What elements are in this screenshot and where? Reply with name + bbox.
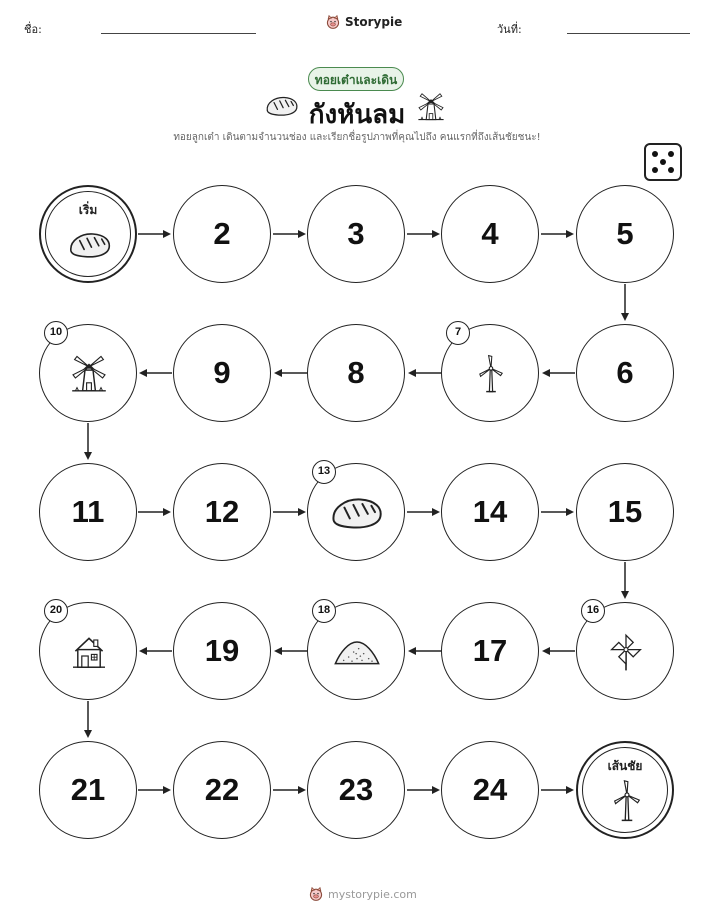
cell-number-badge: 13 (312, 460, 336, 484)
board-cell-14: 14 (441, 463, 539, 561)
footer (308, 886, 417, 902)
game-type-badge: ทอยเต๋าและเดิน (308, 67, 404, 91)
board-cell-24: 24 (441, 741, 539, 839)
cell-number-badge: 10 (44, 321, 68, 345)
bread-icon (68, 223, 112, 267)
cell-number-badge: 16 (581, 599, 605, 623)
date-label: วันที่: (497, 23, 522, 36)
board-cell-16 (576, 602, 674, 700)
board-cell-9: 9 (173, 324, 271, 422)
board-cell-5: 5 (576, 185, 674, 283)
board-cell-12: 12 (173, 463, 271, 561)
board-cell-22: 22 (173, 741, 271, 839)
windmill-icon (69, 354, 109, 394)
board-cell-21: 21 (39, 741, 137, 839)
board-cell-4: 4 (441, 185, 539, 283)
brand-name: Storypie (345, 15, 403, 29)
cell-number-badge: 18 (312, 599, 336, 623)
board-cell-18 (307, 602, 405, 700)
board-cell-8: 8 (307, 324, 405, 422)
board-cell-13 (307, 463, 405, 561)
board-cell-7 (441, 324, 539, 422)
finish-label: เส้นชัย (607, 759, 643, 773)
cell-number-badge: 20 (44, 599, 68, 623)
start-label: เริ่ม (78, 203, 98, 217)
flour-pile-icon (332, 632, 382, 672)
board-cell-10 (39, 324, 137, 422)
pinwheel-icon (606, 632, 646, 672)
finish-cell (576, 741, 674, 839)
board-cell-20 (39, 602, 137, 700)
pig-mascot-icon (308, 886, 324, 902)
cell-number-badge: 7 (446, 321, 470, 345)
page-title: กังหันลม (308, 100, 406, 130)
name-label: ชื่อ: (24, 23, 42, 36)
board-cell-19: 19 (173, 602, 271, 700)
board-cell-15: 15 (576, 463, 674, 561)
wind-turbine-icon (605, 779, 649, 823)
instructions-text: ทอยลูกเต๋า เดินตามจำนวนช่อง และเรียกชื่อรูปภาพที่คุณไปถึง คนแรกที่ถึงเส้นชัยชนะ! (173, 132, 541, 143)
board-cell-6: 6 (576, 324, 674, 422)
board-cell-17: 17 (441, 602, 539, 700)
board-cell-3: 3 (307, 185, 405, 283)
board-cell-11: 11 (39, 463, 137, 561)
footer-url[interactable]: mystorypie.com (328, 887, 417, 901)
bread-icon (330, 493, 384, 533)
start-cell (39, 185, 137, 283)
board-cell-2: 2 (173, 185, 271, 283)
house-icon (69, 632, 109, 672)
board-cell-23: 23 (307, 741, 405, 839)
wind-turbine-icon (471, 354, 511, 394)
